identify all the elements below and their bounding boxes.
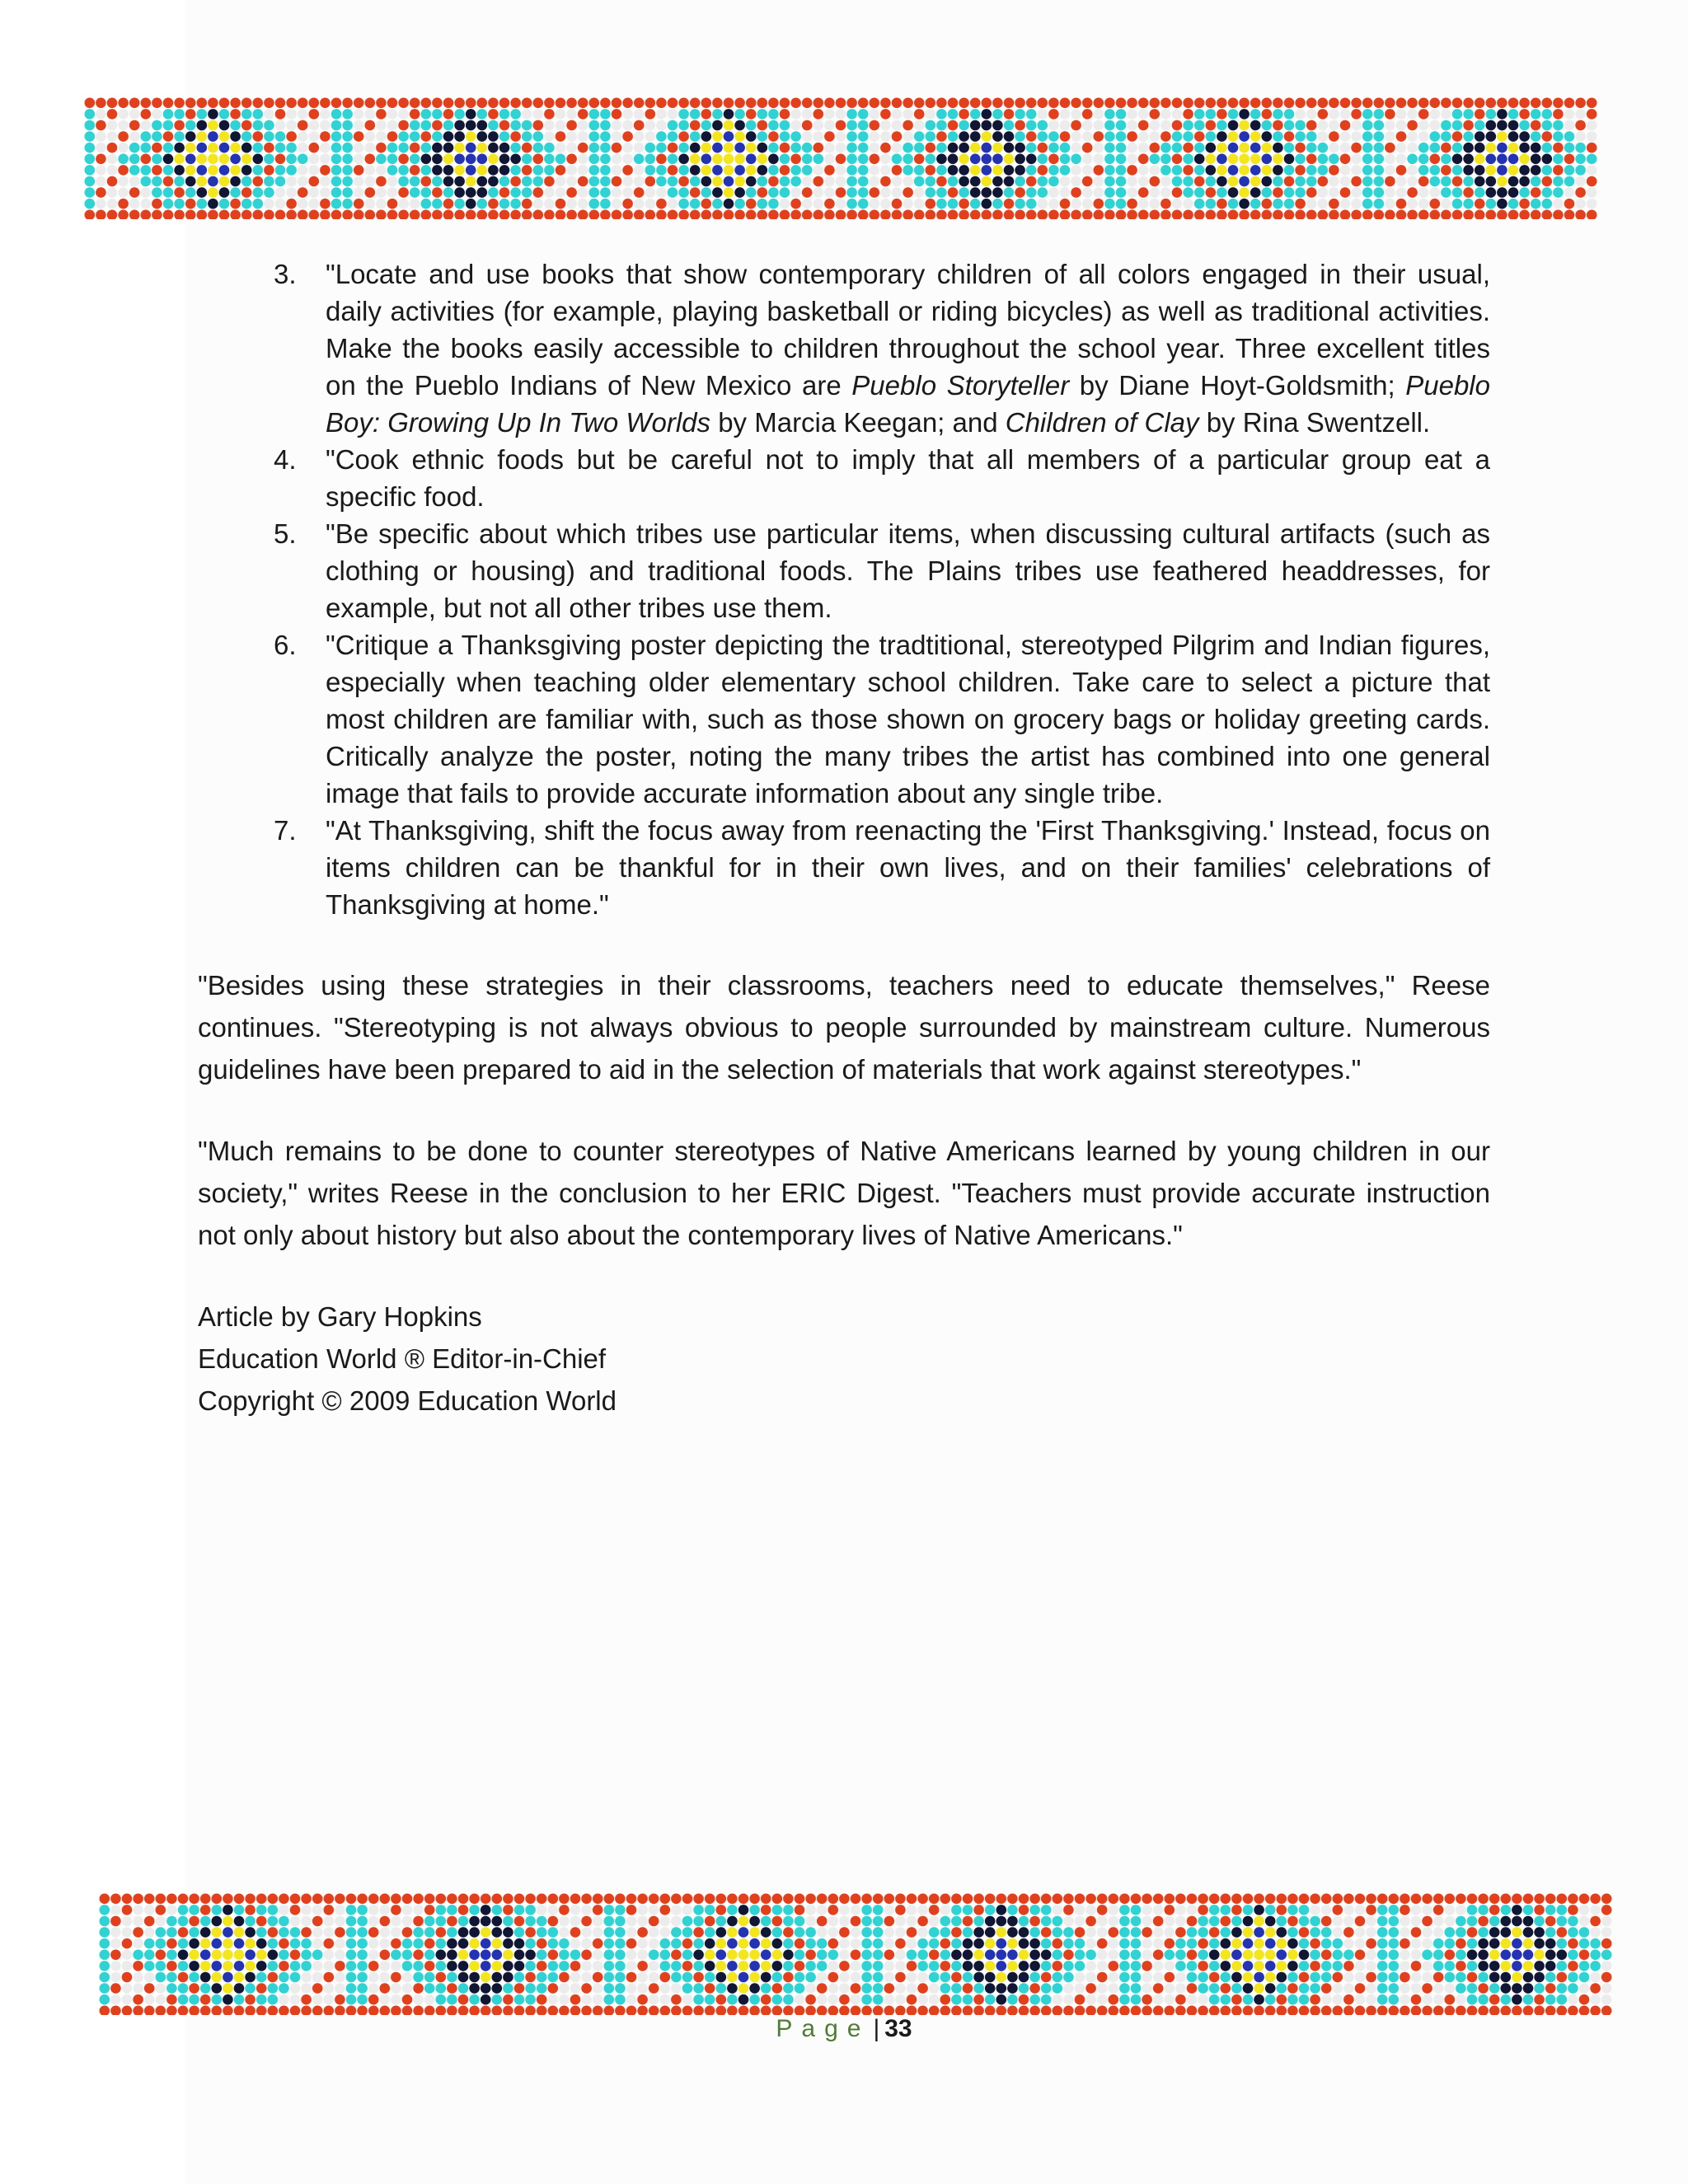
strategy-number: 4. (274, 444, 297, 475)
page-separator: | (873, 2015, 880, 2042)
strategy-list (198, 255, 1490, 923)
strategy-item (198, 441, 1490, 515)
book-title: Pueblo Storyteller (851, 370, 1070, 401)
strategy-item (198, 255, 1490, 441)
strategy-number: 3. (274, 259, 297, 289)
page-footer (0, 2015, 1688, 2043)
strategy-text: "Critique a Thanksgiving poster depicting the tradtitional, stereotyped Pilgrim and Indian figures, especially when teaching older elementary school children. Take care to select a picture that most children are familiar with, such as those shown on grocery bags or holiday greeting cards. Critically analyze the poster, noting the many tribes the artist has combined into one general image that fails to provide accurate information about any single tribe. (326, 630, 1490, 808)
strategy-number: 7. (274, 815, 297, 846)
top-beadwork-border (84, 97, 1601, 219)
strategy-number: 6. (274, 630, 297, 660)
paragraph-much-remains: "Much remains to be done to counter stereotypes of Native Americans learned by young children in our society," writes Reese in the conclusion to her ERIC Digest. "Teachers must provide accurate instruction not only about history but also about the contemporary lives of Native Americans." (198, 1136, 1490, 1250)
bottom-beadwork-border (99, 1893, 1614, 2015)
strategy-text: "Be specific about which tribes use particular items, when discussing cultural artifacts (such as clothing or housing) and traditional foods. The Plains tribes use feathered headdresses, for example, but not all other tribes use them. (326, 518, 1490, 623)
strategy-item (198, 812, 1490, 923)
book-title: Children of Clay (1005, 407, 1199, 438)
strategy-text: "Locate and use books that show contemporary children of all colors engaged in their usual, daily activities (for example, playing basketball or riding bicycles) as well as traditional activities. Make the books easily accessible to children throughout the school year. Three excellent titles on the Pueblo Indians of New Mexico are (326, 259, 1490, 401)
credit-author: Article by Gary Hopkins (198, 1301, 482, 1332)
article-credits (198, 1296, 1490, 1422)
credit-copyright: Copyright © 2009 Education World (198, 1385, 617, 1416)
strategy-text: by Rina Swentzell. (1198, 407, 1431, 438)
credit-role: Education World ® Editor-in-Chief (198, 1343, 607, 1374)
strategy-number: 5. (274, 518, 297, 549)
strategy-text: "Cook ethnic foods but be careful not to imply that all members of a particular group eat a specific food. (326, 444, 1490, 512)
page-number: 33 (884, 2015, 912, 2042)
article-body (198, 255, 1490, 1422)
strategy-item (198, 626, 1490, 812)
strategy-text: "At Thanksgiving, shift the focus away from reenacting the 'First Thanksgiving.' Instead, focus on items children can be thankful for in their own lives, and on their families' celebrations of Thanksgiving at home." (326, 815, 1490, 920)
strategy-item (198, 515, 1490, 626)
page-label: Page (776, 2015, 870, 2042)
book-title: Pueblo Boy: Growing Up In Two Worlds (326, 370, 1490, 438)
paragraph-besides: "Besides using these strategies in their classrooms, teachers need to educate themselves," Reese continues. "Stereotyping is not always obvious to people surrounded by mainstream culture. Numerous guidelines have been prepared to aid in the selection of materials that work against stereotypes." (198, 970, 1490, 1085)
strategy-text: by Diane Hoyt-Goldsmith; (1069, 370, 1406, 401)
strategy-text: by Marcia Keegan; and (710, 407, 1006, 438)
